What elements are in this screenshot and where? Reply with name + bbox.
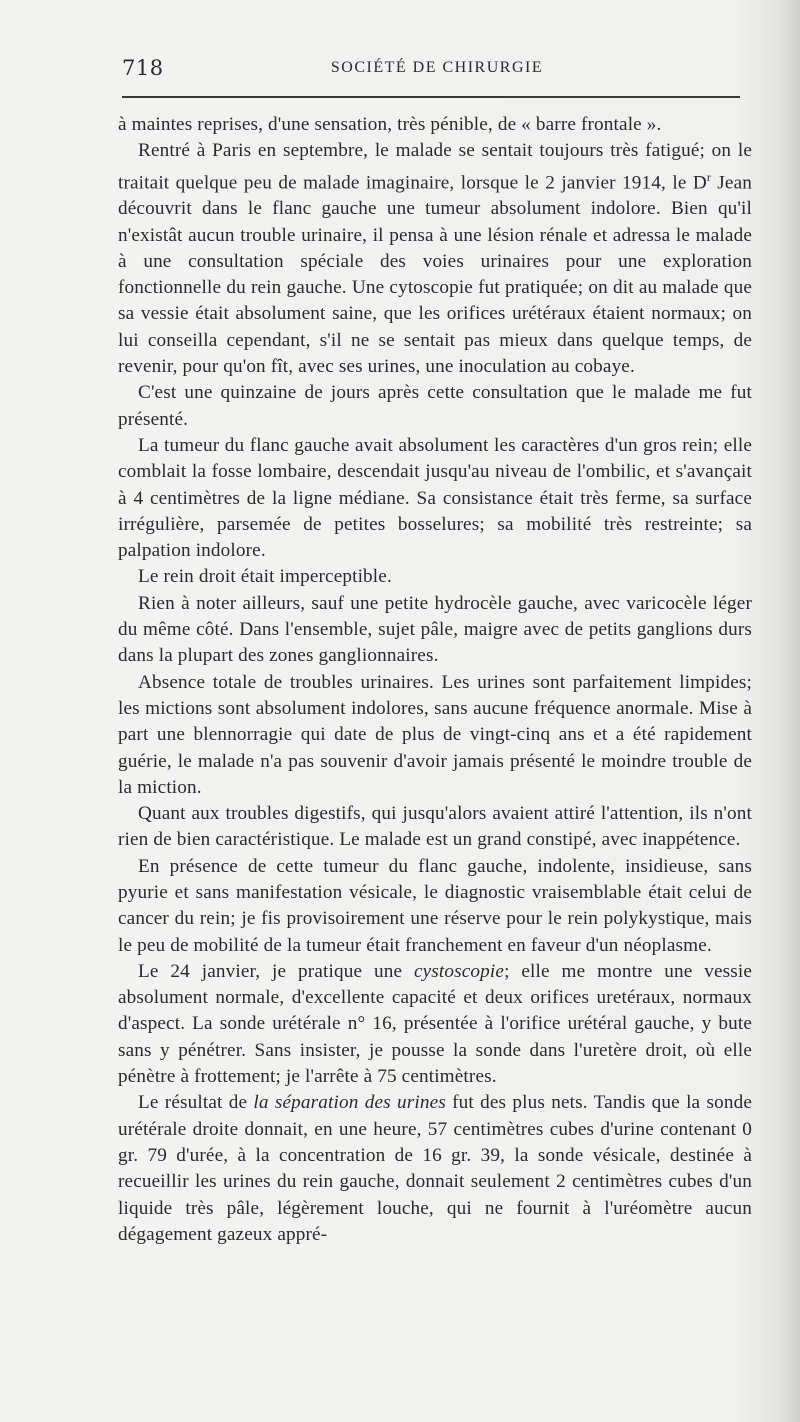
- text-segment: En présence de cette tumeur du flanc gauche, indolente, insidieuse, sans pyurie et sans manifestation vésicale, le diagnostic vraisemblable était celui de cancer du rein; je fis provisoirement une réserve pour le rein polykystique, mais le peu de mobilité de la tumeur était franchement en faveur d'un néoplasme.: [118, 855, 752, 956]
- paragraph: [118, 801, 752, 854]
- text-segment: La tumeur du flanc gauche avait absolument les caractères d'un gros rein; elle comblait la fosse lombaire, descendait jusqu'au niveau de l'ombilic, et s'avançait à 4 centimètres de la ligne médiane. Sa consistance était très ferme, sa surface irrégulière, parsemée de petites bosselures; sa mobilité très restreinte; sa palpation indolore.: [118, 434, 752, 562]
- text-segment: fut des plus nets. Tandis que la sonde urétérale droite donnait, en une heure, 57 centimètres cubes d'urine contenant 0 gr. 79 d'urée, à la concentration de 16 gr. 39, la sonde vésicale, destinée à recueillir les urines du rein gauche, donnait seulement 2 centimètres cubes d'un liquide très pâle, légèrement louche, qui ne fournit à l'uréomètre aucun dégagement gazeux appré-: [118, 1092, 752, 1245]
- text-segment: Jean découvrit dans le flanc gauche une tumeur absolument indolore. Bien qu'il n'existât aucun trouble urinaire, il pensa à une lésion rénale et adressa le malade à une consultation spéciale des voies urinaires pour une exploration fonctionnelle du rein gauche. Une cytoscopie fut pratiquée; on dit au malade que sa vessie était absolument saine, que les orifices urétéraux étaient normaux; on lui conseilla cependant, s'il ne se sentait pas mieux dans quelque temps, de revenir, pour qu'on fît, avec ses urines, une inoculation au cobaye.: [118, 171, 753, 378]
- text-segment: Le rein droit était imperceptible.: [138, 566, 392, 588]
- paragraph: [118, 1090, 752, 1248]
- italic-text: la séparation des urines: [253, 1092, 446, 1114]
- paragraph: [118, 433, 752, 564]
- paragraph: [118, 564, 752, 590]
- paragraph: [118, 138, 752, 380]
- page-header: [122, 56, 752, 82]
- text-segment: Le 24 janvier, je pratique une: [138, 960, 414, 982]
- paragraph: [118, 380, 752, 433]
- italic-text: cystoscopie: [413, 960, 505, 982]
- text-segment: à maintes reprises, d'une sensation, très pénible, de « barre frontale ».: [118, 114, 662, 135]
- superscript-text: r: [706, 171, 711, 184]
- text-segment: Absence totale de troubles urinaires. Les urines sont parfaitement limpides; les mictions sont absolument indolores, sans aucune fréquence anormale. Mise à part une blennorragie qui date de plus de vingt-cinq ans et a été rapidement guérie, le malade n'a pas souvenir d'avoir jamais présenté le moindre trouble de la miction.: [118, 671, 752, 798]
- text-segment: C'est une quinzaine de jours après cette consultation que le malade me fut présenté.: [118, 382, 752, 430]
- text-segment: ; elle me montre une vessie absolument normale, d'excellente capacité et deux orifices uretéraux, normaux d'aspect. La sonde urétérale n° 16, présentée à l'orifice urétéral gauche, y bute sans y pénétrer. Sans insister, je pousse la sonde dans l'uretère droit, où elle pénètre à frottement; je l'arrête à 75 centimètres.: [118, 960, 752, 1088]
- text-segment: Quant aux troubles digestifs, qui jusqu'alors avaient attiré l'attention, ils n'ont rien de bien caractéristique. Le malade est un grand constipé, avec inappétence.: [118, 803, 752, 851]
- paragraph: [118, 112, 752, 138]
- paragraph: [118, 959, 752, 1090]
- page-number: 718: [122, 56, 164, 80]
- running-title: SOCIÉTÉ DE CHIRURGIE: [330, 59, 544, 76]
- body-text: [118, 112, 752, 1248]
- paragraph: [118, 591, 752, 670]
- text-segment: Rentré à Paris en septembre, le malade se sentait toujours très fatigué; on le traitait quelque peu de malade imaginaire, lorsque le 2 janvier 1914, le D: [118, 140, 752, 193]
- text-segment: Le résultat de: [138, 1092, 254, 1114]
- text-segment: Rien à noter ailleurs, sauf une petite hydrocèle gauche, avec varicocèle léger du même côté. Dans l'ensemble, sujet pâle, maigre avec de petits ganglions durs dans la plupart des zones ganglionnaires.: [118, 592, 752, 667]
- paragraph: [118, 854, 752, 959]
- header-rule: [122, 96, 740, 98]
- paragraph: [118, 670, 752, 801]
